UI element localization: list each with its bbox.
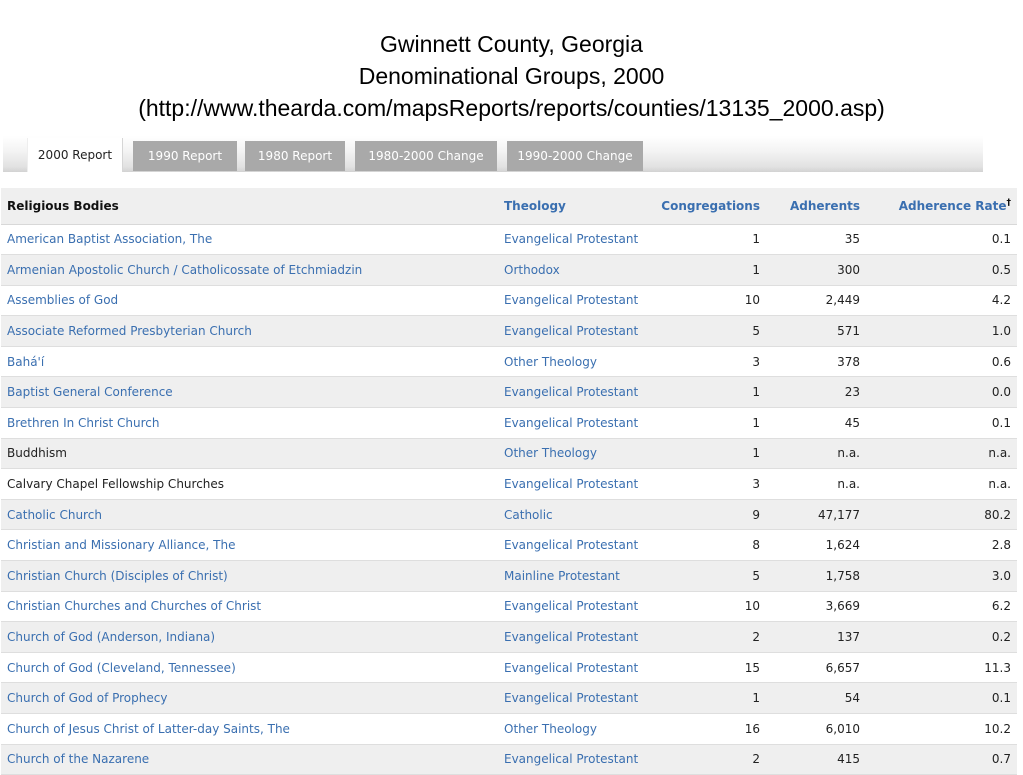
congregations-cell: 5: [654, 561, 766, 592]
congregations-cell: 8: [654, 530, 766, 561]
adherence-rate-cell: 11.3: [866, 652, 1017, 683]
adherents-cell: 54: [766, 683, 866, 714]
religious-body-cell[interactable]: Assemblies of God: [1, 285, 498, 316]
adherence-rate-cell: n.a.: [866, 438, 1017, 469]
theology-link[interactable]: Evangelical Protestant: [498, 224, 654, 255]
adherence-rate-cell: 0.0: [866, 377, 1017, 408]
religious-body-cell[interactable]: American Baptist Association, The: [1, 224, 498, 255]
adherence-rate-cell: n.a.: [866, 469, 1017, 500]
religious-body-cell: Buddhism: [1, 438, 498, 469]
table-row: [1, 714, 1017, 745]
adherents-cell: 6,010: [766, 714, 866, 745]
congregations-cell: 1: [654, 255, 766, 286]
congregations-cell: 2: [654, 744, 766, 775]
header-congregations[interactable]: Congregations: [654, 188, 766, 224]
congregations-cell: 3: [654, 469, 766, 500]
theology-link[interactable]: Evangelical Protestant: [498, 652, 654, 683]
title-source-url: (http://www.thearda.com/mapsReports/reports/counties/13135_2000.asp): [138, 95, 885, 121]
adherence-rate-cell: 0.1: [866, 408, 1017, 439]
adherents-cell: 3,669: [766, 591, 866, 622]
religious-body-cell[interactable]: Church of God of Prophecy: [1, 683, 498, 714]
theology-link[interactable]: Evangelical Protestant: [498, 469, 654, 500]
adherence-rate-cell: 3.0: [866, 561, 1017, 592]
theology-link[interactable]: Orthodox: [498, 255, 654, 286]
religious-body-cell[interactable]: Brethren In Christ Church: [1, 408, 498, 439]
congregations-cell: 9: [654, 499, 766, 530]
adherence-rate-cell: 10.2: [866, 714, 1017, 745]
theology-link[interactable]: Evangelical Protestant: [498, 744, 654, 775]
table-row: [1, 377, 1017, 408]
congregations-cell: 3: [654, 346, 766, 377]
header-theology[interactable]: Theology: [498, 188, 654, 224]
religious-body-cell[interactable]: Bahá'í: [1, 346, 498, 377]
congregations-cell: 16: [654, 714, 766, 745]
religious-body-cell[interactable]: Church of Jesus Christ of Latter-day Saints, The: [1, 714, 498, 745]
adherents-cell: 571: [766, 316, 866, 347]
adherents-cell: 415: [766, 744, 866, 775]
adherence-rate-cell: 1.0: [866, 316, 1017, 347]
adherence-rate-cell: 2.8: [866, 530, 1017, 561]
religious-body-cell[interactable]: Associate Reformed Presbyterian Church: [1, 316, 498, 347]
congregations-cell: 1: [654, 224, 766, 255]
adherents-cell: 378: [766, 346, 866, 377]
adherence-rate-cell: 4.2: [866, 285, 1017, 316]
theology-link[interactable]: Other Theology: [498, 714, 654, 745]
header-religious-bodies[interactable]: Religious Bodies: [1, 188, 498, 224]
table-row: [1, 469, 1017, 500]
table-row: [1, 622, 1017, 653]
congregations-cell: 1: [654, 683, 766, 714]
table-row: [1, 346, 1017, 377]
dagger-footnote-mark: †: [1006, 198, 1011, 209]
theology-link[interactable]: Other Theology: [498, 438, 654, 469]
theology-link[interactable]: Other Theology: [498, 346, 654, 377]
adherents-cell: 23: [766, 377, 866, 408]
header-adherents[interactable]: Adherents: [766, 188, 866, 224]
table-row: [1, 591, 1017, 622]
religious-body-cell[interactable]: Armenian Apostolic Church / Catholicossate of Etchmiadzin: [1, 255, 498, 286]
adherents-cell: 137: [766, 622, 866, 653]
table-row: [1, 652, 1017, 683]
adherents-cell: 35: [766, 224, 866, 255]
table-row: [1, 224, 1017, 255]
theology-link[interactable]: Evangelical Protestant: [498, 683, 654, 714]
theology-link[interactable]: Evangelical Protestant: [498, 622, 654, 653]
congregations-cell: 1: [654, 377, 766, 408]
adherence-rate-cell: 0.1: [866, 224, 1017, 255]
adherents-cell: 300: [766, 255, 866, 286]
adherence-rate-cell: 6.2: [866, 591, 1017, 622]
table-row: [1, 408, 1017, 439]
theology-link[interactable]: Evangelical Protestant: [498, 408, 654, 439]
title-county: Gwinnett County, Georgia: [380, 31, 643, 57]
religious-body-cell[interactable]: Christian Church (Disciples of Christ): [1, 561, 498, 592]
theology-link[interactable]: Catholic: [498, 499, 654, 530]
adherents-cell: 47,177: [766, 499, 866, 530]
adherence-rate-cell: 80.2: [866, 499, 1017, 530]
header-adherence-rate[interactable]: [866, 188, 1017, 224]
religious-body-cell[interactable]: Church of the Nazarene: [1, 744, 498, 775]
adherents-cell: 1,758: [766, 561, 866, 592]
adherence-rate-cell: 0.6: [866, 346, 1017, 377]
religious-body-cell[interactable]: Catholic Church: [1, 499, 498, 530]
adherence-rate-cell: 0.7: [866, 744, 1017, 775]
tab-1980-report[interactable]: 1980 Report: [245, 141, 345, 171]
congregations-cell: 1: [654, 408, 766, 439]
adherents-cell: 6,657: [766, 652, 866, 683]
congregations-cell: 1: [654, 438, 766, 469]
table-row: [1, 285, 1017, 316]
table-row: [1, 530, 1017, 561]
page-title: [0, 28, 1023, 124]
adherence-rate-cell: 0.1: [866, 683, 1017, 714]
table-row: [1, 316, 1017, 347]
congregations-cell: 2: [654, 622, 766, 653]
tab-1980-2000-change[interactable]: 1980-2000 Change: [355, 141, 497, 171]
table-row: [1, 499, 1017, 530]
report-tabs: [3, 136, 983, 172]
religious-body-cell[interactable]: Church of God (Anderson, Indiana): [1, 622, 498, 653]
adherents-cell: 1,624: [766, 530, 866, 561]
adherents-cell: n.a.: [766, 438, 866, 469]
theology-link[interactable]: Evangelical Protestant: [498, 316, 654, 347]
adherents-cell: n.a.: [766, 469, 866, 500]
religious-body-cell[interactable]: Christian and Missionary Alliance, The: [1, 530, 498, 561]
religious-body-cell[interactable]: Church of God (Cleveland, Tennessee): [1, 652, 498, 683]
theology-link[interactable]: Mainline Protestant: [498, 561, 654, 592]
table-row: [1, 561, 1017, 592]
table-row: [1, 255, 1017, 286]
theology-link[interactable]: Evangelical Protestant: [498, 591, 654, 622]
title-subtitle: Denominational Groups, 2000: [358, 63, 665, 89]
header-adherence-rate-label: Adherence Rate: [898, 199, 1007, 214]
table-row: [1, 744, 1017, 775]
adherence-rate-cell: 0.2: [866, 622, 1017, 653]
adherence-rate-cell: 0.5: [866, 255, 1017, 286]
congregations-cell: 10: [654, 285, 766, 316]
adherents-cell: 2,449: [766, 285, 866, 316]
tab-2000-report[interactable]: 2000 Report: [27, 138, 123, 172]
theology-link[interactable]: Evangelical Protestant: [498, 377, 654, 408]
table-row: [1, 683, 1017, 714]
adherents-cell: 45: [766, 408, 866, 439]
congregations-cell: 10: [654, 591, 766, 622]
denominations-table: [1, 188, 1017, 775]
table-header-row: [1, 188, 1017, 224]
religious-body-cell[interactable]: Baptist General Conference: [1, 377, 498, 408]
theology-link[interactable]: Evangelical Protestant: [498, 285, 654, 316]
congregations-cell: 15: [654, 652, 766, 683]
table-row: [1, 438, 1017, 469]
religious-body-cell[interactable]: Christian Churches and Churches of Christ: [1, 591, 498, 622]
theology-link[interactable]: Evangelical Protestant: [498, 530, 654, 561]
tab-1990-2000-change[interactable]: 1990-2000 Change: [507, 141, 643, 171]
congregations-cell: 5: [654, 316, 766, 347]
tab-1990-report[interactable]: 1990 Report: [133, 141, 237, 171]
religious-body-cell: Calvary Chapel Fellowship Churches: [1, 469, 498, 500]
